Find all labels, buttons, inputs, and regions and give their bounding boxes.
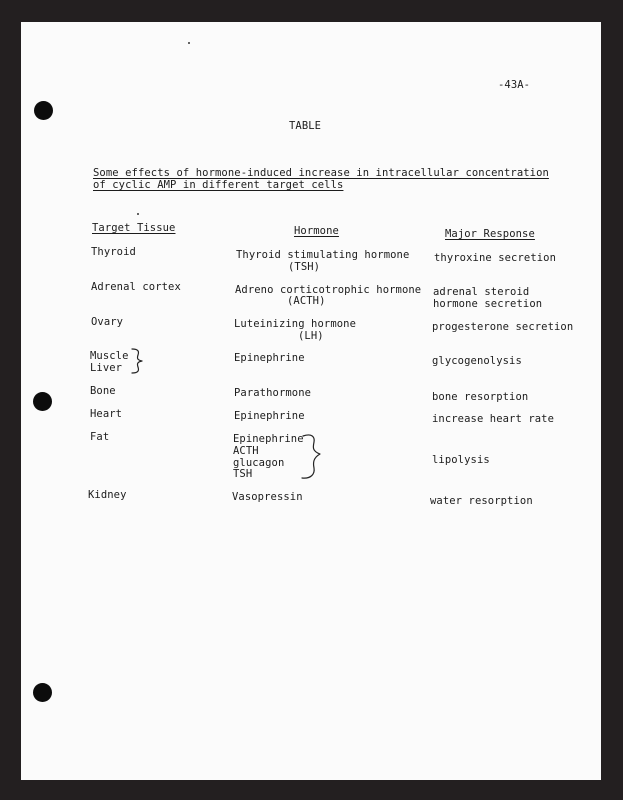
page-number: -43A-	[498, 79, 531, 91]
hormone-acth-name: Adreno corticotrophic hormone	[235, 284, 422, 296]
brace-muscle-liver	[129, 347, 145, 375]
hormone-epinephrine-heart: Epinephrine	[234, 410, 305, 422]
binder-hole-top	[34, 101, 53, 120]
ink-speck	[188, 42, 190, 44]
response-glycogenolysis: glycogenolysis	[432, 355, 522, 367]
hormone-epinephrine-fat: Epinephrine	[233, 433, 304, 445]
tissue-muscle: Muscle	[90, 350, 129, 362]
hormone-tsh-abbrev: (TSH)	[288, 261, 321, 273]
caption-line-1: Some effects of hormone-induced increase in intracellular concentration	[93, 167, 549, 179]
tissue-thyroid: Thyroid	[91, 246, 136, 258]
ink-speck	[137, 213, 139, 215]
response-water-resorption: water resorption	[430, 495, 533, 507]
response-hormone-secretion: hormone secretion	[433, 298, 543, 310]
tissue-bone: Bone	[90, 385, 116, 397]
caption-line-2: of cyclic AMP in different target cells	[93, 179, 344, 191]
response-adrenal-steroid: adrenal steroid	[433, 286, 530, 298]
document-page	[21, 22, 601, 780]
hormone-parathormone: Parathormone	[234, 387, 312, 399]
binder-hole-middle	[33, 392, 52, 411]
tissue-ovary: Ovary	[91, 316, 124, 328]
response-thyroxine: thyroxine secretion	[434, 252, 557, 264]
tissue-liver: Liver	[90, 362, 123, 374]
hormone-lh-abbrev: (LH)	[298, 330, 324, 342]
brace-fat-hormones	[298, 432, 328, 482]
hormone-acth-abbrev: (ACTH)	[287, 295, 326, 307]
response-bone-resorption: bone resorption	[432, 391, 529, 403]
hormone-vasopressin: Vasopressin	[232, 491, 303, 503]
tissue-adrenal-cortex: Adrenal cortex	[91, 281, 181, 293]
hormone-acth-fat: ACTH	[233, 445, 259, 457]
header-major-response: Major Response	[445, 228, 535, 240]
hormone-lh-name: Luteinizing hormone	[234, 318, 357, 330]
binder-hole-bottom	[33, 683, 52, 702]
hormone-tsh-name: Thyroid stimulating hormone	[236, 249, 410, 261]
response-lipolysis: lipolysis	[432, 454, 490, 466]
hormone-epinephrine-muscle: Epinephrine	[234, 352, 305, 364]
hormone-tsh-fat: TSH	[233, 468, 253, 480]
response-heart-rate: increase heart rate	[432, 413, 555, 425]
table-title: TABLE	[289, 120, 322, 132]
response-progesterone: progesterone secretion	[432, 321, 574, 333]
tissue-fat: Fat	[90, 431, 110, 443]
header-target-tissue: Target Tissue	[92, 222, 176, 234]
hormone-glucagon-fat: glucagon	[233, 457, 285, 469]
tissue-heart: Heart	[90, 408, 123, 420]
tissue-kidney: Kidney	[88, 489, 127, 501]
header-hormone: Hormone	[294, 225, 339, 237]
